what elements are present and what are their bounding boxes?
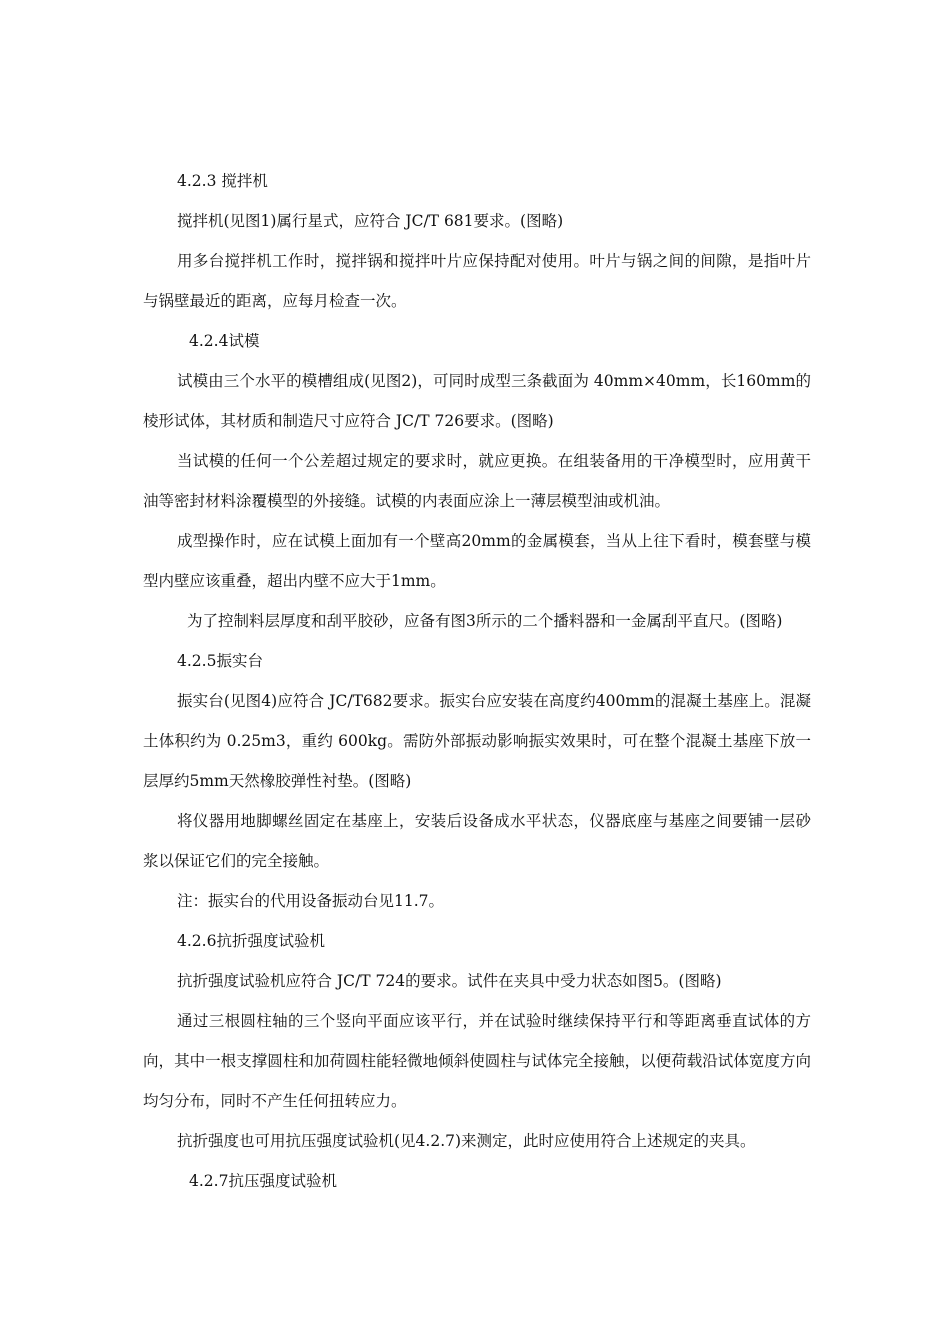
section-heading-4-2-4: 4.2.4试模: [189, 332, 260, 350]
paragraph: 为了控制料层厚度和刮平胶砂，应备有图3所示的二个播料器和一金属刮平直尺。(图略): [187, 612, 783, 630]
note: 注：振实台的代用设备振动台见11.7。: [177, 892, 445, 910]
paragraph: 抗折强度试验机应符合 JC/T 724的要求。试件在夹具中受力状态如图5。(图略): [177, 972, 722, 990]
paragraph: 振实台(见图4)应符合 JC/T682要求。振实台应安装在高度约400mm的混凝土基座上。混凝土体积约为 0.25m3，重约 600kg。需防外部振动影响振实效果时，可在整个混凝土基座下放一层厚约5mm天然橡胶弹性衬垫。(图略): [143, 692, 811, 790]
section-heading-4-2-6: 4.2.6抗折强度试验机: [177, 932, 325, 950]
paragraph: 抗折强度也可用抗压强度试验机(见4.2.7)来测定，此时应使用符合上述规定的夹具。: [177, 1132, 756, 1150]
section-heading-4-2-7: 4.2.7抗压强度试验机: [189, 1172, 337, 1190]
document-body: [143, 161, 811, 1201]
paragraph: 搅拌机(见图1)属行星式，应符合 JC/T 681要求。(图略): [177, 212, 564, 230]
section-heading-4-2-5: 4.2.5振实台: [177, 652, 263, 670]
paragraph: 成型操作时，应在试模上面加有一个壁高20mm的金属模套，当从上往下看时，模套壁与模型内壁应该重叠，超出内壁不应大于1mm。: [143, 532, 811, 590]
paragraph: 通过三根圆柱轴的三个竖向平面应该平行，并在试验时继续保持平行和等距离垂直试体的方向，其中一根支撑圆柱和加荷圆柱能轻微地倾斜使圆柱与试体完全接触，以便荷载沿试体宽度方向均匀分布，同时不产生任何扭转应力。: [143, 1012, 811, 1110]
paragraph: 用多台搅拌机工作时，搅拌锅和搅拌叶片应保持配对使用。叶片与锅之间的间隙，是指叶片与锅壁最近的距离，应每月检查一次。: [143, 252, 811, 310]
section-heading-4-2-3: 4.2.3 搅拌机: [177, 172, 268, 190]
paragraph: 试模由三个水平的模槽组成(见图2)，可同时成型三条截面为 40mm×40mm，长160mm的棱形试体，其材质和制造尺寸应符合 JC/T 726要求。(图略): [143, 372, 811, 430]
paragraph: 将仪器用地脚螺丝固定在基座上，安装后设备成水平状态，仪器底座与基座之间要铺一层砂浆以保证它们的完全接触。: [143, 812, 811, 870]
paragraph: 当试模的任何一个公差超过规定的要求时，就应更换。在组装备用的干净模型时，应用黄干油等密封材料涂覆模型的外接缝。试模的内表面应涂上一薄层模型油或机油。: [143, 452, 811, 510]
